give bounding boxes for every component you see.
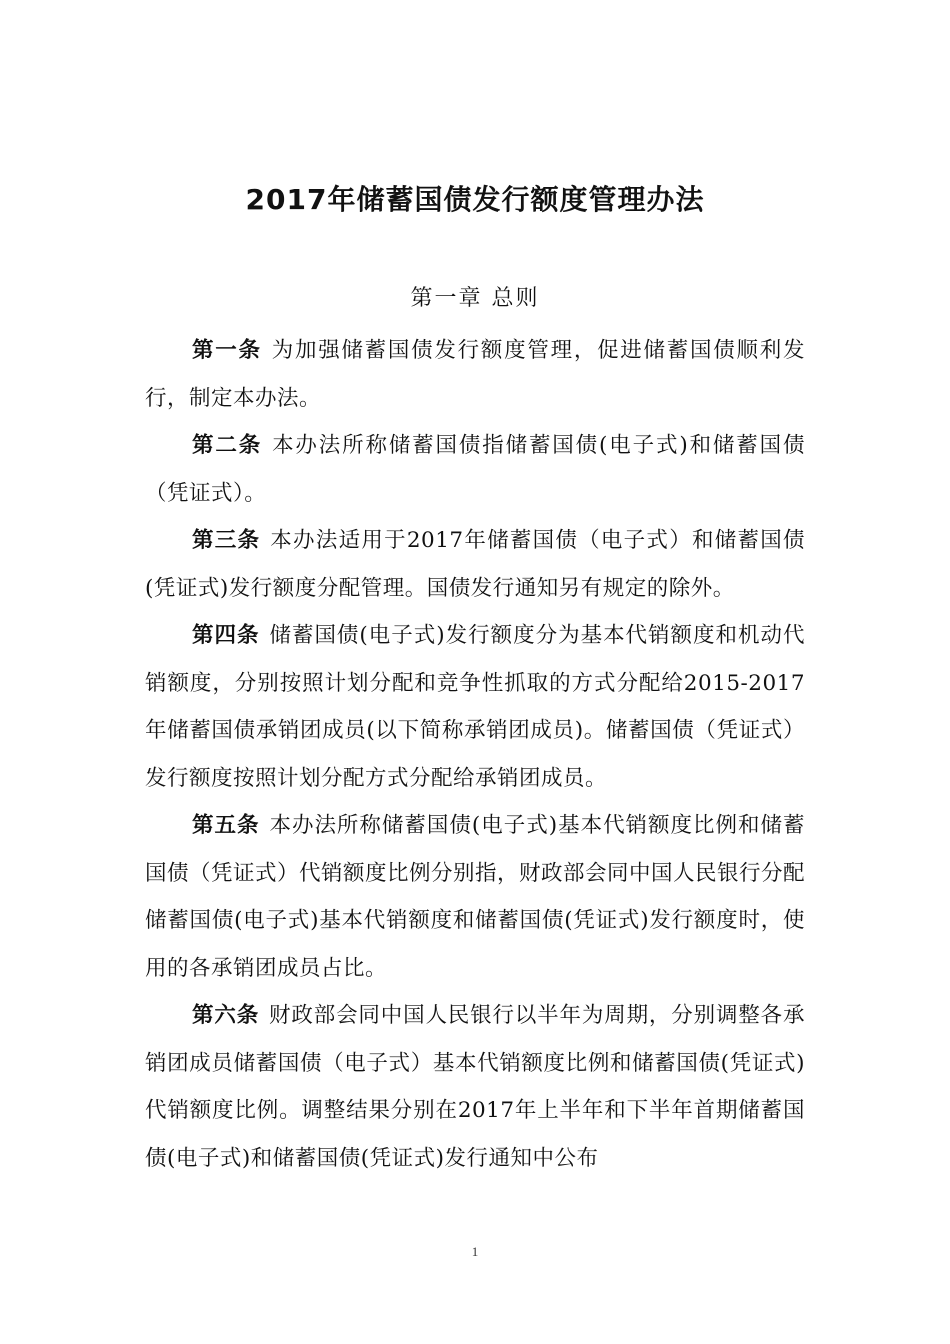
article-label: 第五条 xyxy=(192,813,260,838)
article-2 xyxy=(145,422,805,517)
article-text: 本办法适用于2017年储蓄国债（电子式）和储蓄国债(凭证式)发行额度分配管理。国债发行通知另有规定的除外。 xyxy=(145,528,805,601)
article-text: 储蓄国债(电子式)发行额度分为基本代销额度和机动代销额度，分别按照计划分配和竞争性抓取的方式分配给2015-2017年储蓄国债承销团成员(以下简称承销团成员)。储蓄国债（凭证式）发行额度按照计划分配方式分配给承销团成员。 xyxy=(145,623,805,791)
article-text: 财政部会同中国人民银行以半年为周期，分别调整各承销团成员储蓄国债（电子式）基本代销额度比例和储蓄国债(凭证式)代销额度比例。调整结果分别在2017年上半年和下半年首期储蓄国债(电子式)和储蓄国债(凭证式)发行通知中公布 xyxy=(145,1003,805,1171)
article-3 xyxy=(145,517,805,612)
chapter-heading: 第一章 总则 xyxy=(410,286,540,311)
article-text: 本办法所称储蓄国债指储蓄国债(电子式)和储蓄国债（凭证式）。 xyxy=(145,433,805,506)
document-title: 2017年储蓄国债发行额度管理办法 xyxy=(245,183,705,216)
article-label: 第三条 xyxy=(192,528,261,553)
article-5 xyxy=(145,802,805,992)
article-label: 第一条 xyxy=(192,338,262,363)
page-number: 1 xyxy=(471,1244,479,1259)
article-label: 第六条 xyxy=(192,1003,260,1028)
article-text: 为加强储蓄国债发行额度管理，促进储蓄国债顺利发行，制定本办法。 xyxy=(145,338,805,411)
article-label: 第四条 xyxy=(192,623,260,648)
article-6 xyxy=(145,992,805,1182)
article-text: 本办法所称储蓄国债(电子式)基本代销额度比例和储蓄国债（凭证式）代销额度比例分别指，财政部会同中国人民银行分配储蓄国债(电子式)基本代销额度和储蓄国债(凭证式)发行额度时，使用的各承销团成员占比。 xyxy=(145,813,806,981)
article-1 xyxy=(145,327,805,422)
article-label: 第二条 xyxy=(192,433,263,458)
article-4 xyxy=(145,612,805,802)
document-body xyxy=(145,327,805,1182)
